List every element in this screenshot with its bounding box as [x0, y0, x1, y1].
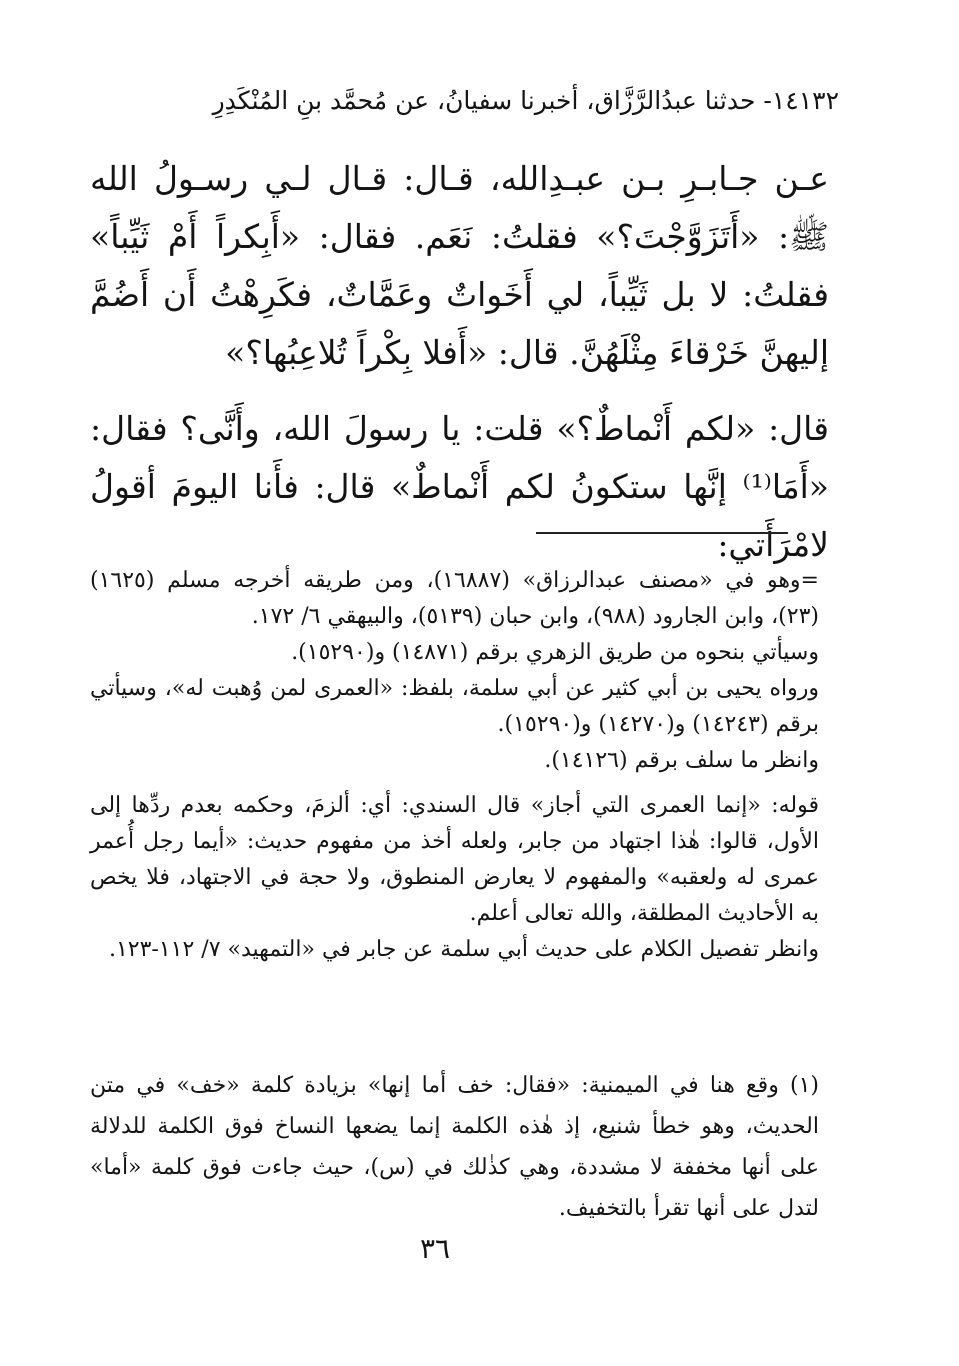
note-paragraph: وانظر تفصيل الكلام على حديث أبي سلمة عن جابر في «التمهيد» ٧/ ١١٢-١٢٣.: [108, 937, 819, 962]
note-paragraph: قوله: «إنما العمرى التي أجاز» قال السندي: أي: ألزمَ، وحكمه بعدم ردِّها إلى الأول، قالوا: هٰذا اجتهاد من جابر، ولعله أخذ من مفهوم حديث: «أيما رجل أُعمر عمرى له ولعقبه» والمفهوم لا يعارض المنطوق، ولا حجة في الاجتهاد، فلا يخص به الأحاديث المطلقة، والله تعالى أعلم.: [90, 793, 819, 926]
page-number: ٣٦: [419, 1232, 451, 1265]
note-paragraph: ورواه يحيى بن أبي كثير عن أبي سلمة، بلفظ: «العمرى لمن وُهبت له»، وسيأتي برقم (١٤٢٤٣) و(١٤٢٧٠) و(١٥٢٩٠).: [90, 676, 819, 737]
footnote-separator: [536, 532, 788, 534]
hadith-paragraph-2: قال: «لكم أَنْماطٌ؟» قلت: يا رسولَ الله، وأَنَّى؟ فقال: «أَمَا⁽¹⁾ إنَّها ستكونُ لكم أَنْماطٌ» قال: فأَنا اليومَ أقولُ لامْرَأَتي:: [90, 409, 829, 564]
note-paragraph: وسيأتي بنحوه من طريق الزهري برقم (١٤٨٧١) و(١٥٢٩٠).: [291, 640, 819, 665]
hadith-chain-line: ١٤١٣٢- حدثنا عبدُالرَّزَّاق، أخبرنا سفيانُ، عن مُحمَّد بنِ المُنْكَدِرِ: [212, 86, 839, 115]
commentary-notes: [90, 563, 819, 968]
hadith-main-text: [90, 150, 829, 574]
note-paragraph: =وهو في «مصنف عبدالرزاق» (١٦٨٨٧)، ومن طريقه أخرجه مسلم (١٦٢٥) (٢٣)، وابن الجارود (٩٨٨)، وابن حبان (٥١٣٩)، والبيهقي ٦/ ١٧٢.: [90, 568, 819, 629]
note-paragraph: وانظر ما سلف برقم (١٤١٢٦).: [544, 748, 819, 773]
hadith-paragraph-1: عـن جـابـرِ بـن عبـدِالله، قـال: قـال لـي رسـولُ الله ﷺ: «أَتَزَوَّجْتَ؟» فقلتُ: نَعَم. فقال: «أَبِكراً أَمْ ثَيِّباً» فقلتُ: لا بل ثَيِّباً، لي أَخَواتٌ وعَمَّاتٌ، فكَرِهْتُ أَن أَضُمَّ إليهنَّ خَرْقاءَ مِثْلَهُنَّ. قال: «أَفلا بِكْراً تُلاعِبُها؟»: [90, 159, 829, 372]
footnote-1: [90, 1065, 819, 1229]
footnote-text: (١) وقع هنا في الميمنية: «فقال: خف أما إنها» بزيادة كلمة «خف» في متن الحديث، وهو خطأ شنيع، إذ هٰذه الكلمة إنما يضعها النساخ فوق الكلمة للدلالة على أنها مخففة لا مشددة، وهي كذٰلك في (س)، حيث جاءت فوق كلمة «أما» لتدل على أنها تقرأ بالتخفيف.: [90, 1073, 819, 1221]
